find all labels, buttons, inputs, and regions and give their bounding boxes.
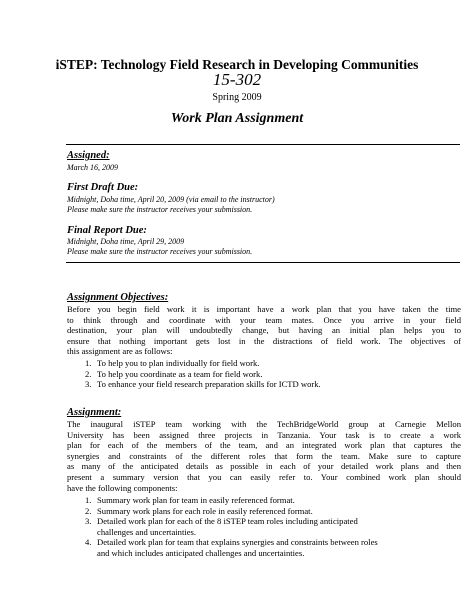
- objectives-line: Before you begin field work it is important have a work plan that you have taken the time: [67, 304, 461, 314]
- component-text-continued: challenges and uncertainties.: [97, 526, 197, 537]
- objectives-line: to think through and coordinate with your team mates. Once you arrive in your field: [67, 314, 461, 325]
- list-item: 2. To help you coordinate as a team for field work.: [85, 368, 263, 379]
- assignment-line: The inaugural iSTEP team working with the TechBridgeWorld group at Carnegie Mellon: [67, 419, 461, 429]
- components-list: [85, 495, 461, 559]
- component-text: Detailed work plan for team that explains synergies and constraints between roles: [97, 537, 378, 548]
- assigned-heading: Assigned:: [67, 150, 110, 161]
- list-item: 1. Summary work plan for team in easily referenced format.: [85, 495, 295, 505]
- assignment-line: plan for each of the members of the team, and an integrated work plan that captures the: [67, 440, 461, 451]
- first-draft-heading: First Draft Due:: [67, 182, 139, 193]
- component-text: Detailed work plan for each of the 8 iSTEP team roles including anticipated: [97, 516, 358, 527]
- list-item: 2. Summary work plans for each role in easily referenced format.: [85, 505, 313, 516]
- course-title: iSTEP: Technology Field Research in Developing Communities: [55, 57, 419, 72]
- objectives-line: ensure that nothing important gets lost in the distractions of field work. The objectives of: [67, 335, 461, 346]
- list-item: 3. To enhance your field research preparation skills for ICTD work.: [85, 379, 321, 390]
- objective-text: To help you coordinate as a team for field work.: [97, 368, 263, 379]
- assignment-line: present a summary version that you can easily refer to. Your combined work plan should: [67, 471, 461, 482]
- objectives-line: destination, your plan will undoubtedly change, but having an initial plan helps you to: [67, 325, 461, 336]
- term-label: Spring 2009: [212, 92, 262, 103]
- top-divider: [66, 144, 460, 145]
- assigned-date: March 16, 2009: [67, 163, 119, 172]
- objectives-heading: Assignment Objectives:: [67, 292, 169, 303]
- final-report-note: Please make sure the instructor receives your submission.: [67, 247, 253, 256]
- component-text-continued: and which includes anticipated challenges and uncertainties.: [97, 547, 305, 558]
- first-draft-note: Please make sure the instructor receives your submission.: [67, 205, 253, 214]
- objective-text: To help you to plan individually for field work.: [97, 358, 260, 368]
- assignment-line: as many of the anticipated details as possible in each of your detailed work plans and then: [67, 461, 461, 472]
- assignment-line: synergies and constraints of the different roles that form the team. Make sure to capture: [67, 450, 461, 461]
- assignment-line: University has been assigned three projects in Tanzania. Your task is to create a work: [67, 429, 461, 440]
- objectives-list: [85, 358, 321, 390]
- assignment-paragraph: [67, 419, 461, 493]
- assignment-line: have the following components:: [67, 482, 178, 493]
- list-item: 1. To help you to plan individually for field work.: [85, 358, 260, 368]
- objectives-paragraph: [67, 304, 461, 357]
- final-report-heading: Final Report Due:: [67, 225, 147, 236]
- course-number: 15-302: [212, 70, 262, 89]
- component-text: Summary work plans for each role in easily referenced format.: [97, 505, 313, 516]
- first-draft-deadline: Midnight, Doha time, April 20, 2009 (via email to the instructor): [67, 195, 275, 204]
- objective-text: To enhance your field research preparation skills for ICTD work.: [97, 379, 321, 390]
- final-report-deadline: Midnight, Doha time, April 29, 2009: [67, 237, 185, 246]
- dates-divider: [66, 262, 460, 263]
- document-title: Work Plan Assignment: [170, 111, 304, 126]
- list-item: 3. Detailed work plan for each of the 8 iSTEP team roles including anticipated challenges and uncertainties.: [97, 516, 461, 537]
- assignment-heading: Assignment:: [67, 407, 122, 418]
- objectives-line: this assignment are as follows:: [67, 346, 173, 357]
- component-text: Summary work plan for team in easily referenced format.: [97, 495, 295, 505]
- list-item: 4. Detailed work plan for team that explains synergies and constraints between roles and which includes anticipated challenges and uncertainties.: [97, 537, 461, 558]
